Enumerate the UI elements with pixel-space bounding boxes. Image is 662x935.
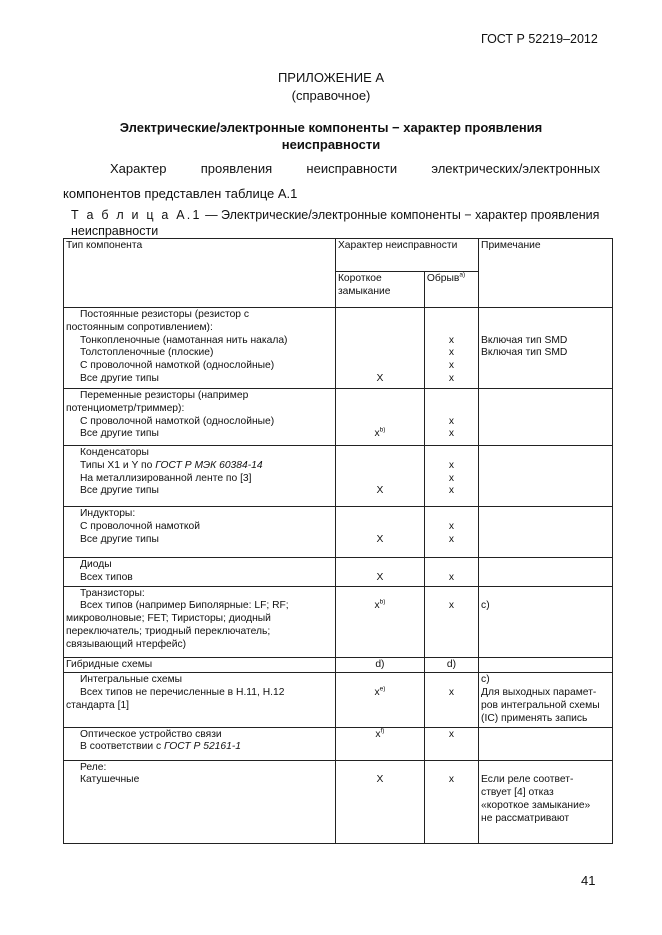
header-character: Характер неисправности (335, 239, 478, 272)
cell-note (479, 389, 613, 446)
cell-note (479, 558, 613, 587)
appendix-title: ПРИЛОЖЕНИЕ А (277, 70, 385, 85)
cell-type: Диоды Всех типов (64, 558, 336, 587)
paragraph-word: электрических/электронных (431, 161, 600, 176)
paragraph-word: проявления (200, 161, 273, 176)
cell-note: Включая тип SMD Включая тип SMD (479, 308, 613, 389)
cell-type: Гибридные схемы (64, 657, 336, 673)
cell-type: Реле: Катушечные (64, 760, 336, 843)
table-row (64, 308, 613, 389)
paragraph-word: неисправности (306, 161, 398, 176)
paragraph-line-1 (110, 161, 600, 176)
header-type: Тип компонента (64, 239, 336, 308)
cell-short: X (335, 308, 424, 389)
paragraph-line-2: компонентов представлен таблице А.1 (63, 186, 298, 201)
cell-note (479, 507, 613, 558)
document-header: ГОСТ Р 52219–2012 (481, 32, 598, 46)
cell-open: x x (424, 507, 478, 558)
paragraph-word: Характер (110, 161, 167, 176)
cell-short: X (335, 446, 424, 507)
header-open: Обрыв$^{а)}$ (424, 272, 478, 308)
cell-open: x x x (424, 446, 478, 507)
cell-open: x (424, 673, 478, 727)
components-table (63, 238, 613, 844)
cell-type: Оптическое устройство связи В соответствии с ГОСТ Р 52161-1 (64, 727, 336, 760)
cell-type: Переменные резисторы (например потенциометр/триммер): С проволочной намоткой (однослойные) Все другие типы (64, 389, 336, 446)
cell-open: x x x x (424, 308, 478, 389)
cell-note: c) Для выходных парамет- ров интегральной схемы (IC) применять запись (479, 673, 613, 727)
cell-short: $x^{b)}$ (335, 586, 424, 657)
cell-type: Интегральные схемы Всех типов не перечисленные в Н.11, Н.12 стандарта [1] (64, 673, 336, 727)
cell-note (479, 727, 613, 760)
cell-open: x (424, 760, 478, 843)
cell-short: $x^{e)}$ (335, 673, 424, 727)
table-row (64, 446, 613, 507)
cell-short: X (335, 558, 424, 587)
section-title-line-1: Электрические/электронные компоненты − характер проявления (119, 120, 543, 135)
table-caption-text: — Электрические/электронные компоненты − характер проявления (201, 208, 600, 222)
table-caption-line-2: неисправности (71, 224, 159, 238)
table-row (64, 558, 613, 587)
header-short: Короткое замыкание (335, 272, 424, 308)
cell-type: Постоянные резисторы (резистор с постоянным сопротивлением): Тонкопленочные (намотанная нить накала) Толстопленочные (плоские) С проволочной намоткой (однослойные) Все другие типы (64, 308, 336, 389)
cell-note: c) (479, 586, 613, 657)
cell-short: $x^{f)}$ (335, 727, 424, 760)
table-caption (71, 208, 599, 222)
table-caption-label: Т а б л и ц а А.1 (71, 208, 202, 222)
cell-type: Конденсаторы Типы X1 и Y по ГОСТ Р МЭК 60384-14 На металлизированной ленте по [3] Все другие типы (64, 446, 336, 507)
cell-type: Транзисторы: Всех типов (например Биполярные: LF; RF; микроволновые; FET; Тиристоры; диодный переключатель; триодный переключатель; связывающий нтерфейс) (64, 586, 336, 657)
cell-note (479, 657, 613, 673)
cell-note: Если реле соответ- ствует [4] отказ «короткое замыкание» не рассматривают (479, 760, 613, 843)
cell-short: X (335, 507, 424, 558)
cell-open: d) (424, 657, 478, 673)
table-row (64, 727, 613, 760)
table-row (64, 389, 613, 446)
table-row (64, 507, 613, 558)
cell-open: x x (424, 389, 478, 446)
cell-short: X (335, 760, 424, 843)
table-row (64, 586, 613, 657)
table-row (64, 657, 613, 673)
table-row (64, 760, 613, 843)
cell-open: x (424, 558, 478, 587)
section-title (60, 119, 602, 153)
section-title-line-2: неисправности (281, 137, 381, 152)
header-note: Примечание (479, 239, 613, 308)
appendix-subtitle: (справочное) (291, 88, 371, 103)
cell-open: x (424, 586, 478, 657)
table-header-row (64, 239, 613, 272)
cell-short: d) (335, 657, 424, 673)
cell-note (479, 446, 613, 507)
cell-short: $x^{b)}$ (335, 389, 424, 446)
cell-open: x (424, 727, 478, 760)
table-row (64, 673, 613, 727)
cell-type: Индукторы: С проволочной намоткой Все другие типы (64, 507, 336, 558)
page-number: 41 (581, 873, 596, 888)
